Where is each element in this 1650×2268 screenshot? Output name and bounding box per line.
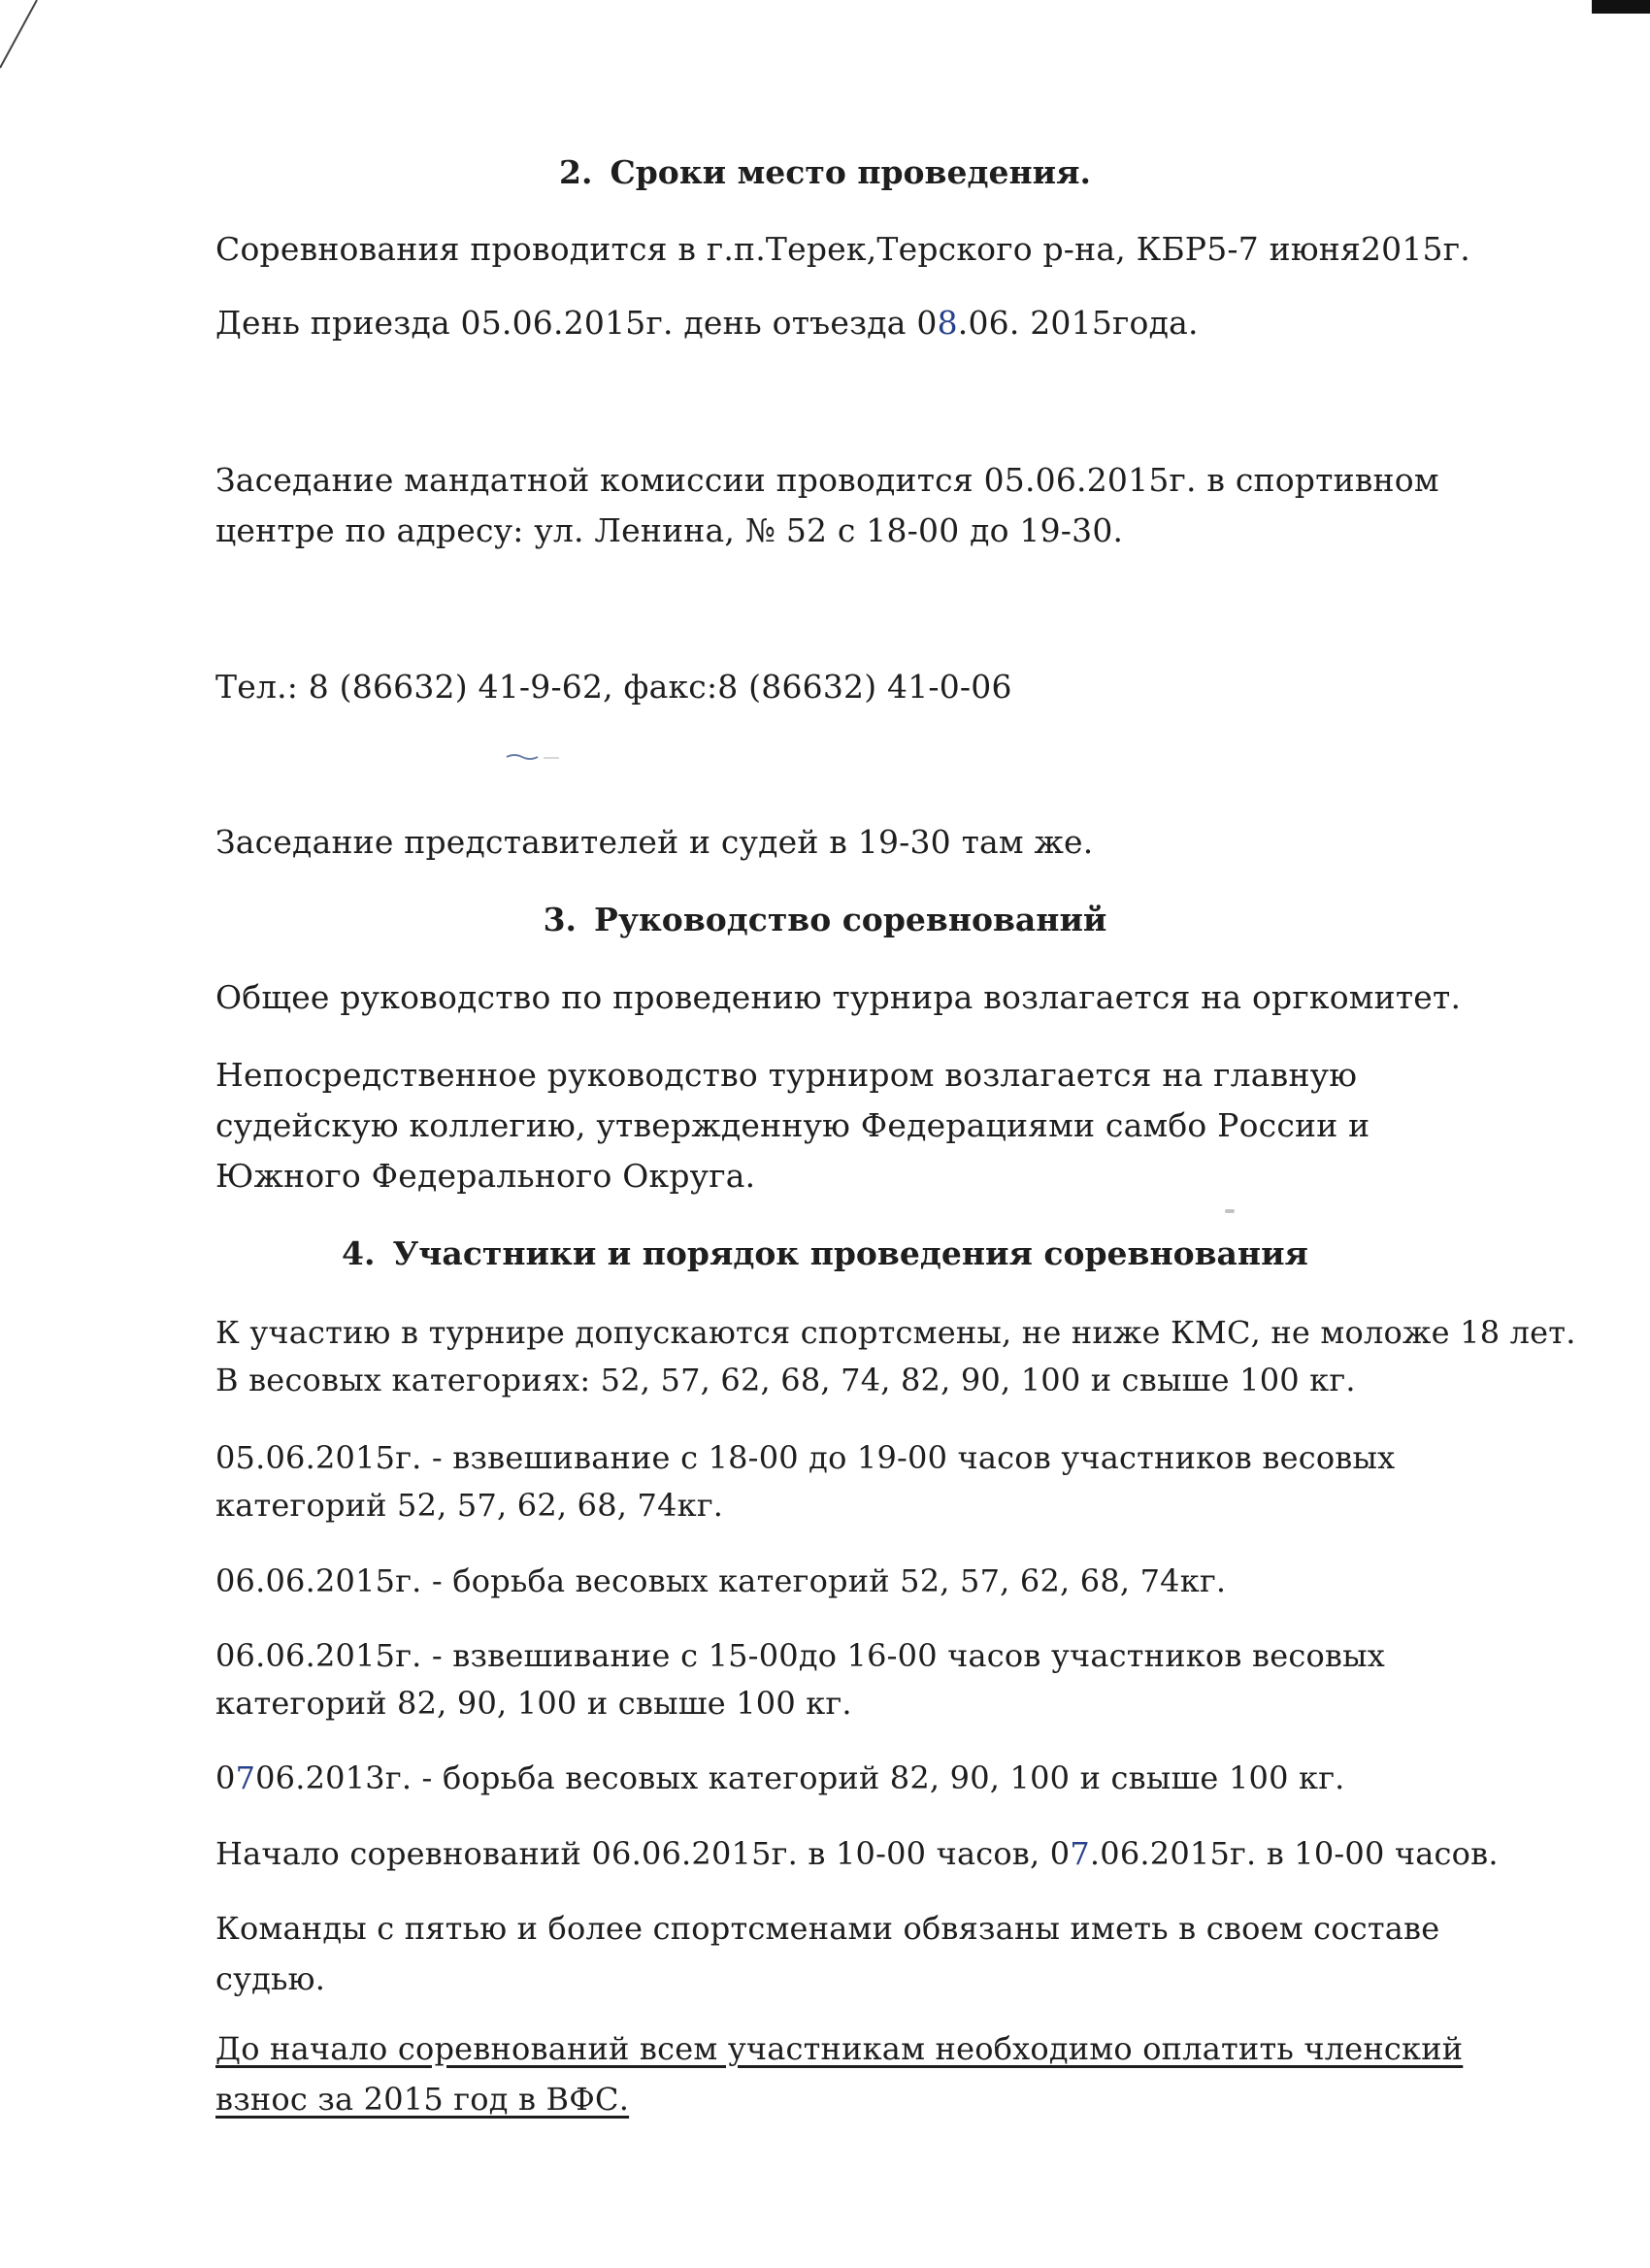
paragraph-phone-fax: Тел.: 8 (86632) 41-9-62, факс:8 (86632) 41-0-06 [215, 668, 1012, 706]
scan-edge-mark [1592, 0, 1650, 14]
paragraph-general-management: Общее руководство по проведению турнира возлагается на оргкомитет. [215, 978, 1462, 1016]
schedule-weigh-in-2a: 06.06.2015г. - взвешивание с 15-00до 16-00 часов участников весовых [215, 1637, 1386, 1674]
paragraph-eligibility-1: К участию в турнире допускаются спортсмены, не ниже КМС, не моложе 18 лет. [215, 1314, 1576, 1351]
arrival-text: День приезда 05.06.2015г. день отъезда 0 [215, 304, 938, 342]
section-4-number: 4. [342, 1234, 376, 1272]
section-3-title: Руководство соревнований [594, 901, 1107, 938]
section-4-heading [0, 1234, 1650, 1273]
schedule-bouts-2 [215, 1759, 1345, 1797]
bouts-2-text: 06.2013г. - борьба весовых категорий 82, 90, 100 и свыше 100 кг. [255, 1759, 1345, 1796]
bouts-2-prefix: 0 [215, 1759, 236, 1796]
start-time-text: Начало соревнований 06.06.2015г. в 10-00 часов, 0 [215, 1835, 1071, 1872]
paragraph-start-time [215, 1834, 1499, 1873]
handwritten-correction: 7 [235, 1759, 256, 1796]
paragraph-venue: Соревнования проводится в г.п.Терек,Терского р-на, КБР5-7 июня2015г. [215, 230, 1470, 268]
folded-corner-mark [0, 0, 39, 78]
notice-fee-1: До начало соревнований всем участникам необходимо оплатить членский [215, 2030, 1464, 2067]
schedule-weigh-in-1a: 05.06.2015г. - взвешивание с 18-00 до 19-00 часов участников весовых [215, 1439, 1396, 1476]
section-3-number: 3. [543, 901, 578, 938]
paragraph-referee-2: судью. [215, 1960, 326, 1997]
section-2-number: 2. [559, 153, 593, 191]
paragraph-arrival-departure [215, 304, 1199, 343]
paragraph-direct-management-3: Южного Федерального Округа. [215, 1157, 756, 1195]
departure-text: .06. 2015года. [957, 304, 1199, 342]
paragraph-meeting: Заседание представителей и судей в 19-30 там же. [215, 823, 1094, 861]
section-2-heading [0, 153, 1650, 192]
schedule-weigh-in-1b: категорий 52, 57, 62, 68, 74кг. [215, 1487, 724, 1524]
paragraph-eligibility-2: В весовых категориях: 52, 57, 62, 68, 74, 82, 90, 100 и свыше 100 кг. [215, 1362, 1356, 1398]
paragraph-direct-management-2: судейскую коллегию, утвержденную Федерациями самбо России и [215, 1106, 1370, 1144]
handwritten-correction: 8 [937, 304, 958, 342]
paragraph-direct-management-1: Непосредственное руководство турниром возлагается на главную [215, 1056, 1358, 1094]
ink-smudge [505, 753, 563, 761]
paragraph-credentials-2: центре по адресу: ул. Ленина, № 52 с 18-00 до 19-30. [215, 511, 1124, 549]
start-time-text-end: .06.2015г. в 10-00 часов. [1089, 1835, 1499, 1872]
section-2-title: Сроки место проведения. [610, 153, 1091, 191]
handwritten-correction: 7 [1070, 1835, 1090, 1872]
paragraph-referee-1: Команды с пятью и более спортсменами обвязаны иметь в своем составе [215, 1910, 1440, 1947]
section-3-heading [0, 901, 1650, 939]
paragraph-credentials-1: Заседание мандатной комиссии проводится 05.06.2015г. в спортивном [215, 461, 1439, 499]
schedule-weigh-in-2b: категорий 82, 90, 100 и свыше 100 кг. [215, 1685, 852, 1722]
scan-speck [1225, 1209, 1235, 1213]
schedule-bouts-1: 06.06.2015г. - борьба весовых категорий 52, 57, 62, 68, 74кг. [215, 1562, 1227, 1599]
section-4-title: Участники и порядок проведения соревнования [392, 1234, 1308, 1272]
notice-fee-2: взнос за 2015 год в ВФС. [215, 2081, 630, 2118]
